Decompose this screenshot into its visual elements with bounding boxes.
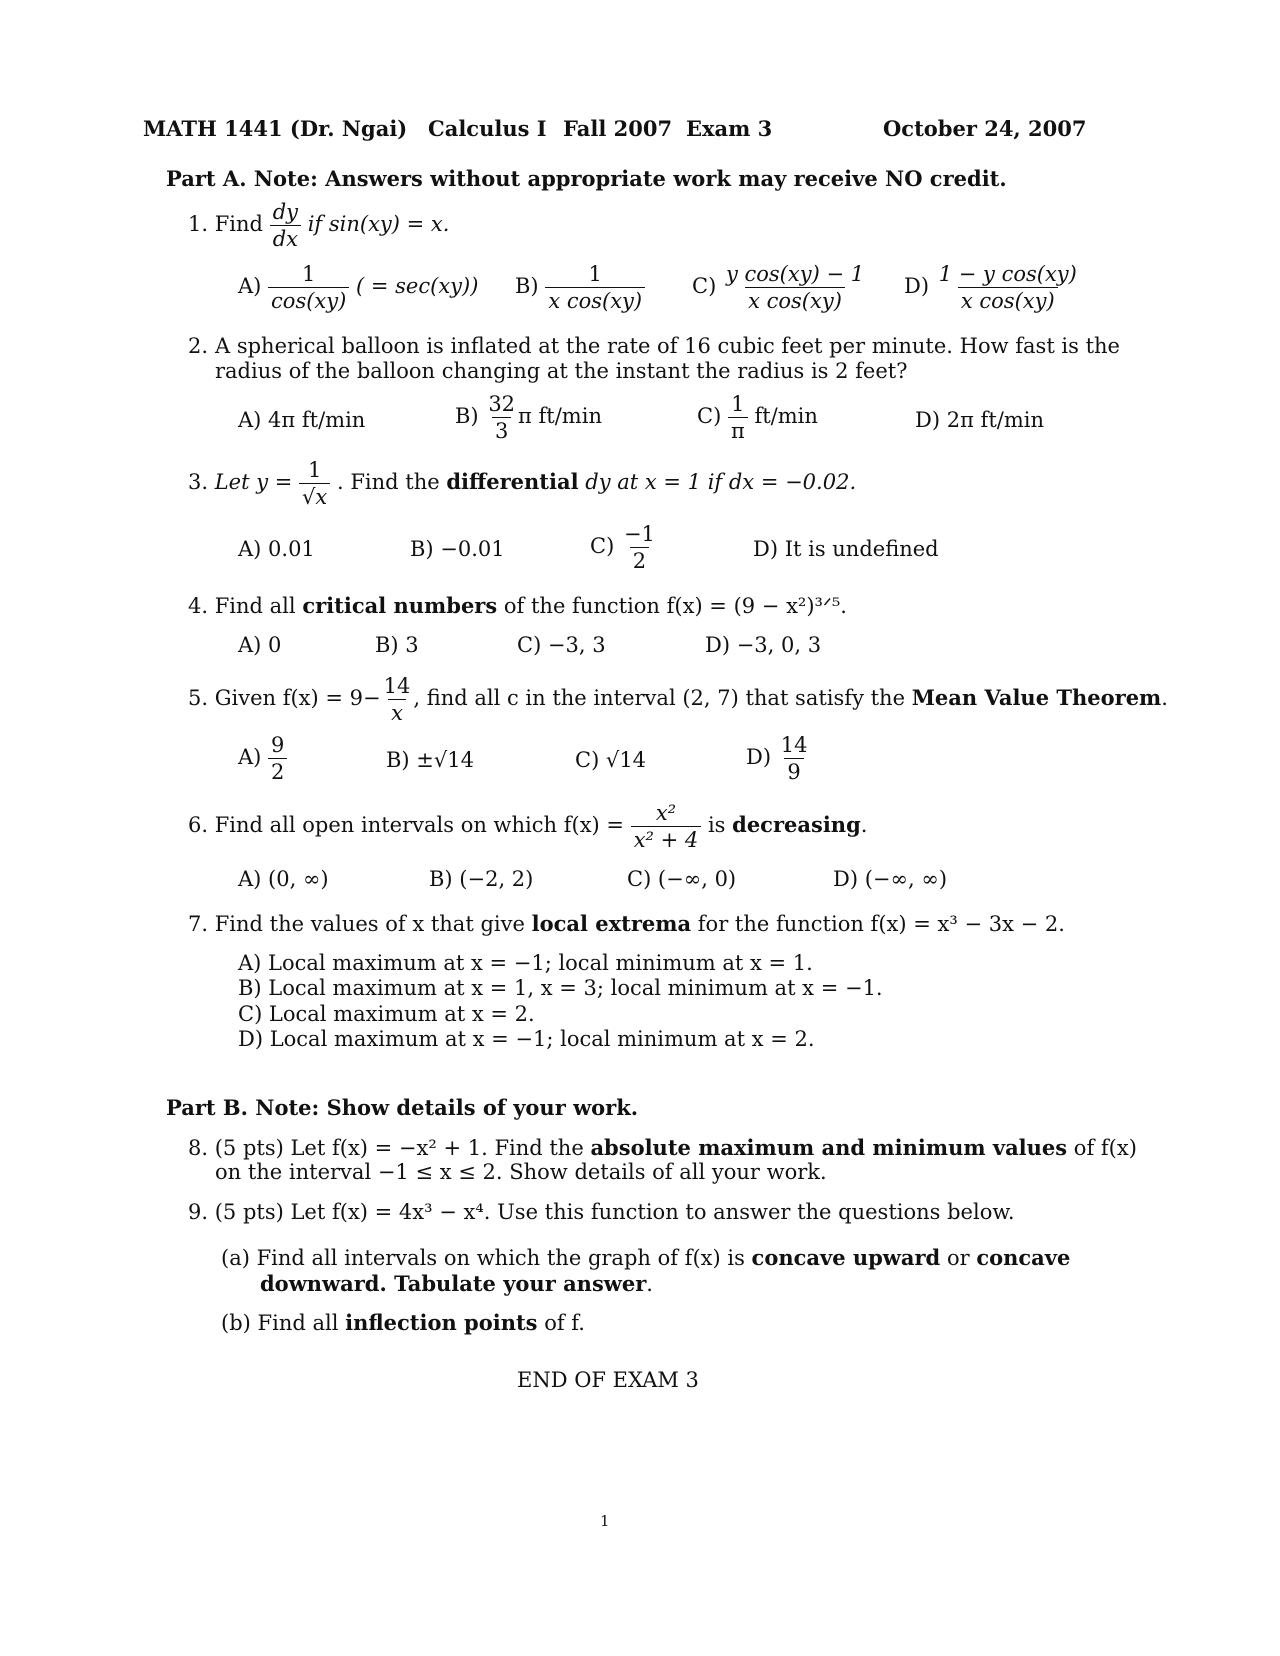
- q2-line2: radius of the balloon changing at the instant the radius is 2 feet?: [215, 359, 908, 383]
- q2-option-b[interactable]: [455, 392, 602, 443]
- q1-a-label: A): [238, 274, 262, 299]
- q2-option-d[interactable]: D) 2π ft/min: [915, 408, 1044, 432]
- q1-b-label: B): [515, 274, 539, 299]
- q5-option-b[interactable]: B) ±√14: [386, 748, 474, 772]
- q9-part-b: [221, 1309, 585, 1337]
- q4-pre: Find all: [214, 594, 296, 618]
- q9-a-bold1: concave upward: [751, 1245, 941, 1270]
- q3-c-fraction: $\frac{-1}{2}$: [623, 522, 655, 574]
- header-course: MATH 1441 (Dr. Ngai): [143, 116, 408, 141]
- q1-d-label: D): [904, 274, 930, 299]
- question-5: [188, 674, 1168, 725]
- q1-pre: Find: [214, 212, 263, 237]
- q2-b-label: B): [455, 404, 479, 429]
- q7-option-b[interactable]: B) Local maximum at x = 1, x = 3; local minimum at x = −1.: [238, 976, 883, 1000]
- q9-b-post: of f.: [544, 1311, 585, 1335]
- q1-option-a[interactable]: [238, 262, 478, 313]
- q4-number: 4.: [188, 594, 209, 618]
- q1-b-fraction: $\frac{1}{\text{x cos(xy)}}$: [545, 262, 645, 313]
- header-exam: Exam 3: [686, 116, 773, 141]
- q9-a-line2-end: .: [646, 1272, 653, 1296]
- q9-a-mid: or: [946, 1246, 970, 1270]
- q1-option-c[interactable]: [692, 262, 867, 313]
- q3-option-c[interactable]: [590, 522, 658, 573]
- q2-line1: A spherical balloon is inflated at the rate of 16 cubic feet per minute. How fast is the: [215, 334, 1120, 358]
- q1-option-d[interactable]: [904, 262, 1080, 313]
- q3-post: dy at x = 1 if dx = −0.02.: [585, 470, 857, 495]
- q5-post: , find all c in the interval (2, 7) that satisfy the: [413, 686, 905, 711]
- q3-c-label: C): [590, 534, 615, 559]
- q5-end: .: [1161, 686, 1168, 711]
- header-subject: Calculus I: [428, 116, 547, 141]
- page-number: 1: [600, 1512, 610, 1530]
- q5-d-fraction: $\frac{14}{9}$: [780, 733, 808, 785]
- q6-end: .: [860, 813, 868, 838]
- q5-option-d[interactable]: [746, 733, 810, 784]
- q7-option-c[interactable]: C) Local maximum at x = 2.: [238, 1002, 535, 1026]
- q7-post: for the function f(x) = x³ − 3x − 2.: [697, 912, 1065, 936]
- q1-post: if sin(xy) = x.: [307, 212, 450, 237]
- q9-text: (5 pts) Let f(x) = 4x³ − x⁴. Use this function to answer the questions below.: [214, 1200, 1015, 1224]
- q6-post: is: [707, 813, 726, 838]
- q6-option-d[interactable]: D) (−∞, ∞): [833, 867, 948, 891]
- q9-b-label: (b): [221, 1311, 251, 1335]
- q1-c-fraction: $\frac{\text{y cos(xy) − 1}}{\text{x cos(xy)}}$: [725, 262, 865, 314]
- q6-fraction: $\frac{\text{x²}}{\text{x² + 4}}$: [631, 801, 702, 852]
- q3-number: 3.: [188, 470, 209, 495]
- end-of-exam: END OF EXAM 3: [517, 1368, 699, 1392]
- q3-option-d[interactable]: D) It is undefined: [753, 537, 939, 561]
- q5-option-c[interactable]: C) √14: [575, 748, 647, 772]
- part-a-heading: Part A. Note: Answers without appropriate work may receive NO credit.: [166, 166, 1007, 191]
- q4-option-b[interactable]: B) 3: [375, 633, 419, 657]
- q2-number: 2.: [188, 334, 209, 358]
- q5-a-label: A): [238, 745, 262, 770]
- q1-number: 1.: [188, 212, 209, 237]
- q2-b-post: π ft/min: [518, 404, 602, 429]
- header-date: October 24, 2007: [883, 116, 1087, 141]
- q6-pre: Find all open intervals on which f(x) =: [214, 813, 624, 838]
- question-4: [188, 592, 847, 620]
- q9-a-bold2: concave: [976, 1245, 1071, 1270]
- q9-part-a: [221, 1244, 1070, 1272]
- q4-option-c[interactable]: C) −3, 3: [517, 633, 606, 657]
- q4-option-a[interactable]: A) 0: [238, 633, 282, 657]
- q2-c-label: C): [697, 404, 722, 429]
- question-6: [188, 801, 867, 852]
- q9-number: 9.: [188, 1200, 209, 1224]
- q3-option-b[interactable]: B) −0.01: [410, 537, 505, 561]
- q5-option-a[interactable]: [238, 733, 287, 784]
- q6-option-c[interactable]: C) (−∞, 0): [627, 867, 737, 891]
- q9-a-label: (a): [221, 1246, 250, 1270]
- q7-number: 7.: [188, 912, 209, 936]
- q1-derivative: $\frac{dy}{dx}$: [270, 200, 301, 251]
- q7-option-d[interactable]: D) Local maximum at x = −1; local minimum at x = 2.: [238, 1027, 815, 1051]
- q5-d-label: D): [746, 745, 772, 770]
- q8-bold: absolute maximum and minimum values: [590, 1135, 1068, 1160]
- q9-b-bold: inflection points: [345, 1310, 538, 1335]
- q5-number: 5.: [188, 686, 209, 711]
- q2-c-post: ft/min: [754, 404, 818, 429]
- q4-bold: critical numbers: [302, 593, 498, 618]
- q2-b-fraction: $\frac{32}{3}$: [488, 392, 516, 444]
- q8-pre: (5 pts) Let f(x) = −x² + 1. Find the: [214, 1136, 584, 1160]
- q3-pre: Let y =: [214, 470, 293, 495]
- q2-option-a[interactable]: A) 4π ft/min: [238, 408, 366, 432]
- q9-part-a-line2: [260, 1270, 653, 1298]
- q6-option-b[interactable]: B) (−2, 2): [429, 867, 534, 891]
- q7-bold: local extrema: [531, 911, 692, 936]
- q1-a-extra: ( = sec(xy)): [356, 274, 479, 299]
- q1-c-label: C): [692, 274, 717, 299]
- part-b-heading: Part B. Note: Show details of your work.: [166, 1095, 639, 1120]
- q2-option-c[interactable]: [697, 392, 818, 443]
- header-term: Fall 2007: [563, 116, 673, 141]
- q2-c-fraction: $\frac{1}{\pi}$: [728, 392, 748, 443]
- question-3: [188, 458, 856, 509]
- q3-bold: differential: [446, 469, 579, 495]
- q9-a-pre: Find all intervals on which the graph of f(x) is: [256, 1246, 745, 1270]
- q4-post: of the function f(x) = (9 − x²)³ᐟ⁵.: [503, 594, 847, 618]
- q3-mid: . Find the: [336, 470, 440, 495]
- q3-option-a[interactable]: A) 0.01: [238, 537, 315, 561]
- q1-d-fraction: $\frac{\text{1 − y cos(xy)}}{\text{x cos(xy)}}$: [938, 262, 1077, 314]
- q1-a-fraction: $\frac{1}{\cos(xy)}$: [268, 262, 349, 313]
- q1-option-b[interactable]: [515, 262, 645, 313]
- question-1: [188, 200, 449, 251]
- q6-bold: decreasing: [732, 812, 861, 838]
- q9-b-pre: Find all: [257, 1311, 339, 1335]
- q7-option-a[interactable]: A) Local maximum at x = −1; local minimum at x = 1.: [238, 951, 813, 975]
- q7-pre: Find the values of x that give: [214, 912, 525, 936]
- q8-post: of f(x): [1073, 1136, 1137, 1160]
- q9-a-line2-bold: downward. Tabulate your answer: [260, 1271, 647, 1296]
- q4-option-d[interactable]: D) −3, 0, 3: [705, 633, 822, 657]
- q3-fraction: $\frac{1}{√x}$: [299, 458, 330, 509]
- q5-fraction: $\frac{14}{x}$: [383, 674, 411, 726]
- question-7: [188, 910, 1065, 938]
- q6-number: 6.: [188, 813, 209, 838]
- q5-pre: Given f(x) = 9−: [214, 686, 381, 711]
- q8-number: 8.: [188, 1136, 209, 1160]
- q5-bold: Mean Value Theorem: [911, 685, 1162, 711]
- q8-line2: on the interval −1 ≤ x ≤ 2. Show details of all your work.: [215, 1160, 827, 1184]
- q6-option-a[interactable]: A) (0, ∞): [238, 867, 329, 891]
- question-9: [188, 1199, 1015, 1226]
- q5-a-fraction: $\frac{9}{2}$: [268, 733, 287, 784]
